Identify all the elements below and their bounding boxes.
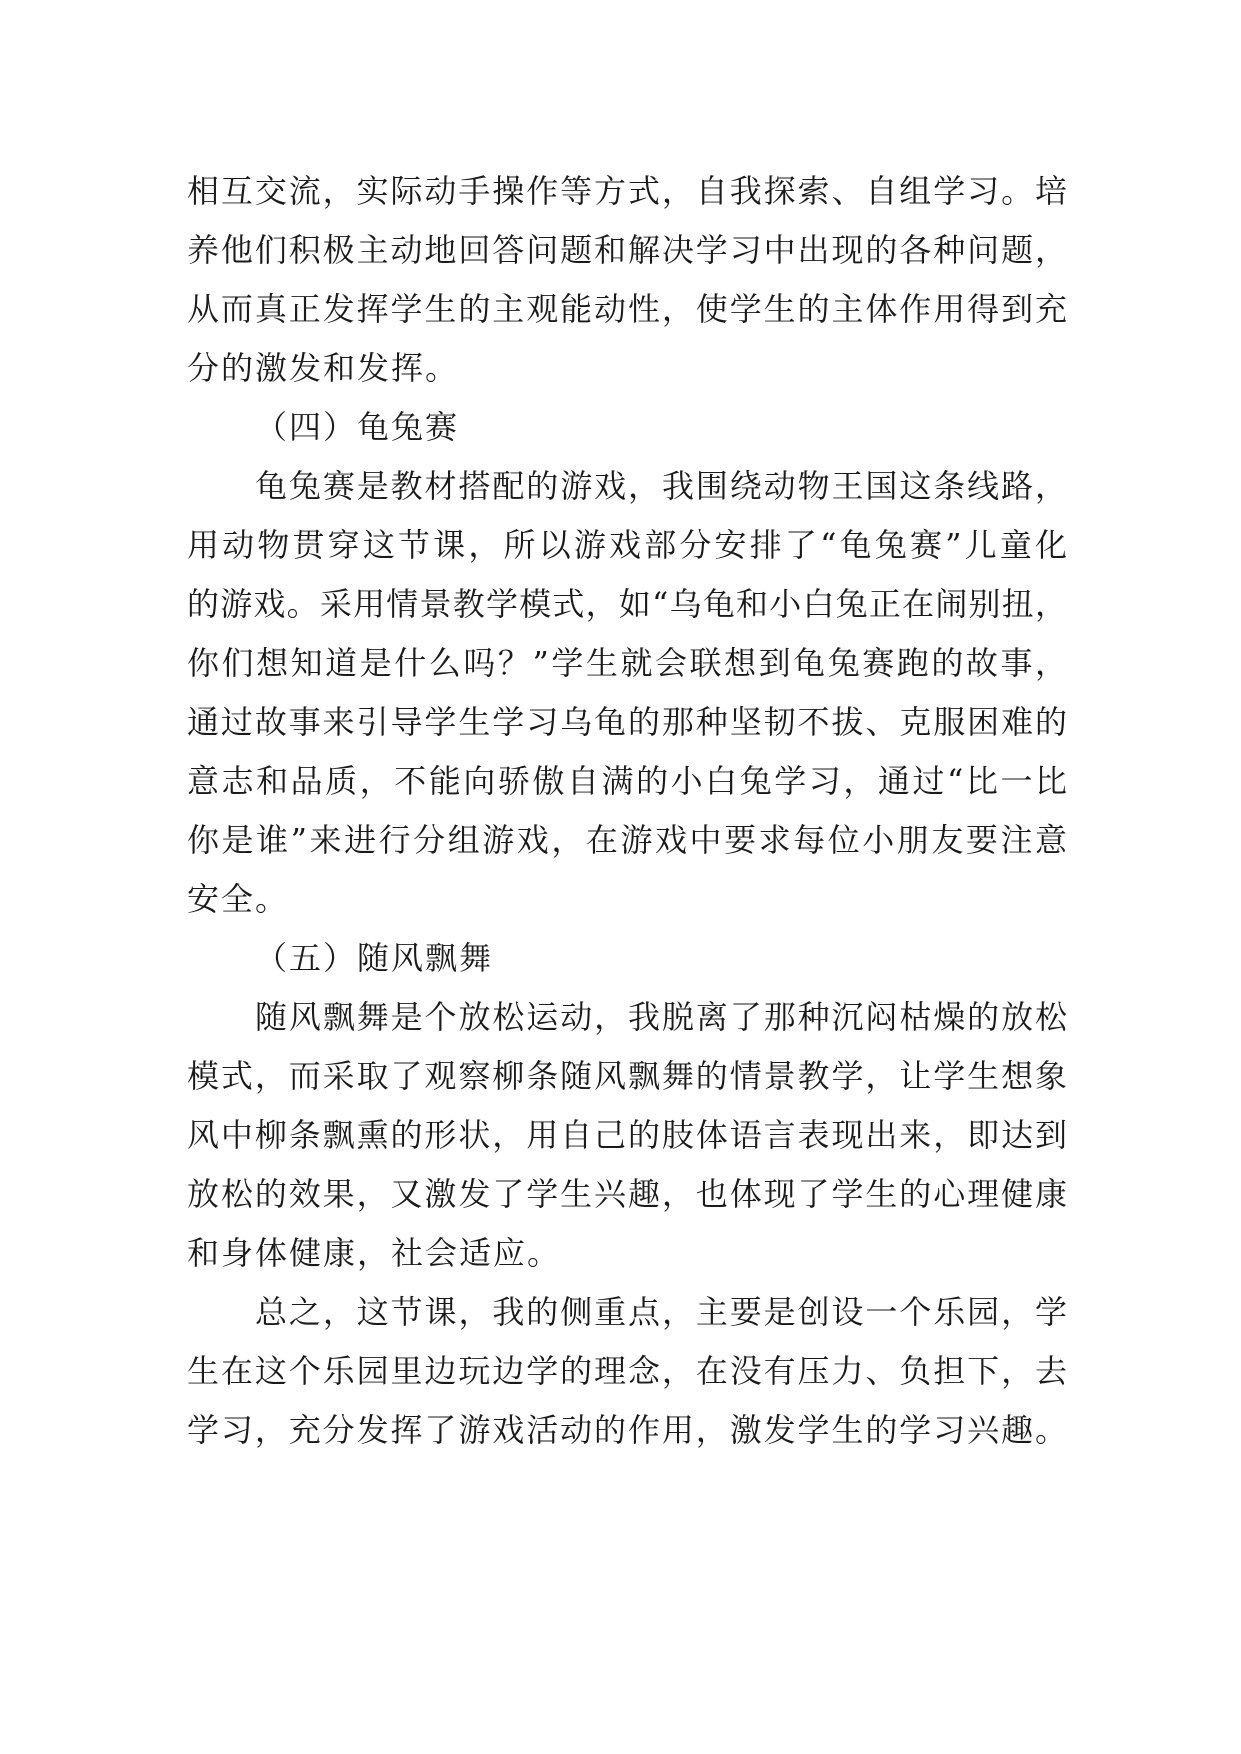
text-line: 意志和品质，不能向骄傲自满的小白兔学习，通过“比一比	[187, 762, 1067, 800]
paragraph	[187, 457, 1067, 929]
text-line: 安全。	[187, 880, 290, 918]
text-line: 通过故事来引导学生学习乌龟的那种坚韧不拔、克服困难的	[187, 703, 1067, 741]
text-line: 分的激发和发挥。	[187, 349, 460, 387]
text-line: 随风飘舞是个放松运动，我脱离了那种沉闷枯燥的放松	[255, 998, 1067, 1036]
document-body	[187, 162, 1067, 1460]
text-line: 从而真正发挥学生的主观能动性，使学生的主体作用得到充	[187, 290, 1067, 328]
section-heading: （五）随风飘舞	[255, 939, 494, 977]
text-line: 你是谁”来进行分组游戏，在游戏中要求每位小朋友要注意	[187, 821, 1067, 859]
paragraph	[187, 988, 1067, 1283]
text-line: 用动物贯穿这节课，所以游戏部分安排了“龟兔赛”儿童化	[187, 526, 1067, 564]
text-line: 放松的效果，又激发了学生兴趣，也体现了学生的心理健康	[187, 1175, 1067, 1213]
text-line: 总之，这节课，我的侧重点，主要是创设一个乐园，学	[255, 1293, 1067, 1331]
text-line: 和身体健康，社会适应。	[187, 1234, 562, 1272]
text-line: 模式，而采取了观察柳条随风飘舞的情景教学，让学生想象	[187, 1057, 1067, 1095]
paragraph	[187, 162, 1067, 398]
text-line: 相互交流，实际动手操作等方式，自我探索、自组学习。培	[187, 172, 1067, 210]
text-line: 的游戏。采用情景教学模式，如“乌龟和小白兔正在闹别扭，	[187, 585, 1067, 623]
paragraph	[187, 1283, 1067, 1460]
section-heading: （四）龟兔赛	[255, 408, 460, 446]
text-line: 学习，充分发挥了游戏活动的作用，激发学生的学习兴趣。	[187, 1411, 1067, 1449]
text-line: 你们想知道是什么吗？”学生就会联想到龟兔赛跑的故事，	[187, 644, 1067, 682]
text-line: 生在这个乐园里边玩边学的理念，在没有压力、负担下，去	[187, 1352, 1067, 1390]
text-line: 养他们积极主动地回答问题和解决学习中出现的各种问题，	[187, 231, 1067, 269]
text-line: 风中柳条飘熏的形状，用自己的肢体语言表现出来，即达到	[187, 1116, 1067, 1154]
text-line: 龟兔赛是教材搭配的游戏，我围绕动物王国这条线路，	[255, 467, 1067, 505]
